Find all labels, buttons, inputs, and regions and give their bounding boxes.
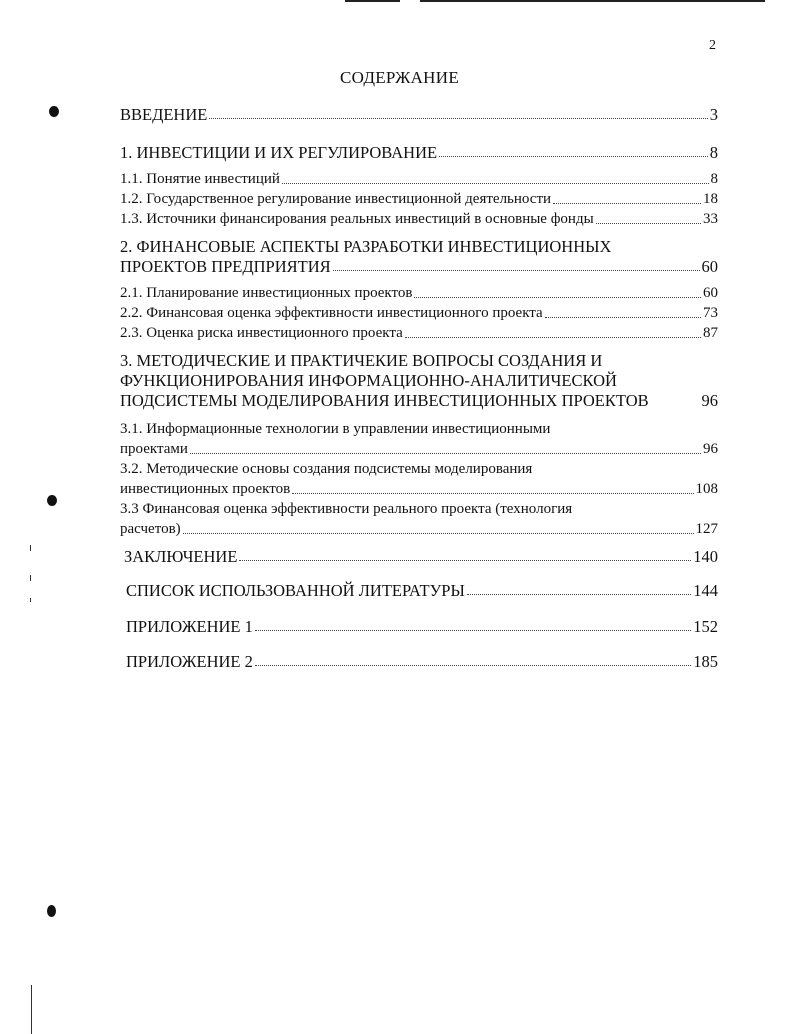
toc-entry-page: 144 [693, 581, 718, 600]
dot-leader [596, 223, 701, 224]
toc-entry-section-2-2[interactable] [120, 304, 718, 323]
toc-entry-page: 8 [709, 143, 718, 162]
toc-entry-section-2-1[interactable] [120, 284, 718, 303]
toc-entry-title: 1. ИНВЕСТИЦИИ И ИХ РЕГУЛИРОВАНИЕ [120, 143, 438, 162]
toc-entry-page: 96 [701, 391, 718, 410]
toc-entry-title: 2.1. Планирование инвестиционных проектов [120, 285, 413, 301]
toc-entry-intro[interactable] [120, 105, 718, 124]
toc-entry-title: ПРИЛОЖЕНИЕ 2 [126, 652, 253, 671]
toc-entry-section-1-1[interactable] [120, 170, 718, 189]
toc-entry-title: 1.3. Источники финансирования реальных инвестиций в основные фонды [120, 211, 594, 227]
toc-entry-page: 60 [703, 285, 718, 301]
toc-entry-title: ПРИЛОЖЕНИЕ 1 [126, 617, 253, 636]
toc-entry-title: ПРОЕКТОВ ПРЕДПРИЯТИЯ [120, 257, 331, 276]
toc-entry-section-1-3[interactable] [120, 210, 718, 229]
toc-entry-section-3-3[interactable] [120, 520, 718, 539]
toc-entry-page: 8 [710, 171, 718, 187]
toc-entry-title: ПОДСИСТЕМЫ МОДЕЛИРОВАНИЯ ИНВЕСТИЦИОННЫХ ПРОЕКТОВ [120, 391, 649, 410]
dot-leader [333, 270, 700, 271]
toc-entry-chapter-3-line-2: ФУНКЦИОНИРОВАНИЯ ИНФОРМАЦИОННО-АНАЛИТИЧЕСКОЙ [120, 371, 617, 390]
toc-entry-title: 2.2. Финансовая оценка эффективности инвестиционного проекта [120, 305, 543, 321]
toc-entry-page: 18 [703, 191, 718, 207]
toc-entry-title: ЗАКЛЮЧЕНИЕ [124, 547, 238, 566]
toc-entry-section-3-3-line-1: 3.3 Финансовая оценка эффективности реального проекта (технология [120, 501, 573, 517]
toc-entry-title: инвестиционных проектов [120, 481, 291, 497]
page-number: 2 [709, 38, 716, 53]
toc-entry-title: 2.3. Оценка риска инвестиционного проекта [120, 325, 403, 341]
toc-entry-section-1-2[interactable] [120, 190, 718, 209]
dot-leader [292, 493, 693, 494]
toc-entry-title: ВВЕДЕНИЕ [120, 105, 208, 124]
dot-leader [239, 560, 691, 561]
toc-entry-section-2-3[interactable] [120, 324, 718, 343]
toc-entry-page: 96 [703, 441, 718, 457]
toc-entry-page: 152 [693, 617, 718, 636]
toc-entry-page: 185 [693, 652, 718, 671]
toc-entry-chapter-2[interactable] [120, 257, 718, 276]
toc-entry-title: 1.1. Понятие инвестиций [120, 171, 280, 187]
toc-entry-chapter-3[interactable] [120, 391, 718, 410]
dot-leader [183, 533, 694, 534]
toc-entry-page: 87 [703, 325, 718, 341]
dot-leader [255, 630, 691, 631]
toc-entry-section-3-1-line-1: 3.1. Информационные технологии в управлении инвестиционными [120, 421, 551, 437]
toc-entry-title: 1.2. Государственное регулирование инвестиционной деятельности [120, 191, 552, 207]
dot-leader [545, 317, 701, 318]
toc-entry-page: 33 [703, 211, 718, 227]
toc-entry-page: 127 [695, 521, 718, 537]
dot-leader [255, 665, 691, 666]
dot-leader [209, 118, 707, 119]
page-title: СОДЕРЖАНИЕ [339, 68, 460, 87]
toc-entry-title: расчетов) [120, 521, 181, 537]
toc-entry-page: 3 [709, 105, 718, 124]
toc-entry-references[interactable] [126, 581, 718, 600]
dot-leader [414, 297, 701, 298]
toc-entry-section-3-2-line-1: 3.2. Методические основы создания подсистемы моделирования [120, 461, 533, 477]
dot-leader [553, 203, 701, 204]
toc-entry-appendix-2[interactable] [126, 652, 718, 671]
toc-entry-chapter-3-line-1: 3. МЕТОДИЧЕСКИЕ И ПРАКТИЧЕКИЕ ВОПРОСЫ СОЗДАНИЯ И [120, 351, 603, 370]
toc-entry-appendix-1[interactable] [126, 617, 718, 636]
toc-entry-section-3-2[interactable] [120, 480, 718, 499]
toc-entry-title: проектами [120, 441, 188, 457]
toc-entry-section-3-1[interactable] [120, 440, 718, 459]
dot-leader [405, 337, 701, 338]
toc-entry-page: 108 [695, 481, 718, 497]
dot-leader [190, 453, 701, 454]
toc-entry-page: 73 [703, 305, 718, 321]
toc-entry-page: 140 [693, 547, 718, 566]
toc-entry-chapter-1[interactable] [120, 143, 718, 162]
toc-entry-title: СПИСОК ИСПОЛЬЗОВАННОЙ ЛИТЕРАТУРЫ [126, 581, 465, 600]
toc-entry-page: 60 [701, 257, 718, 276]
dot-leader [467, 594, 691, 595]
toc-entry-chapter-2-line-1: 2. ФИНАНСОВЫЕ АСПЕКТЫ РАЗРАБОТКИ ИНВЕСТИЦИОННЫХ [120, 237, 612, 256]
dot-leader [282, 183, 709, 184]
dot-leader [439, 156, 708, 157]
toc-entry-conclusion[interactable] [124, 547, 718, 566]
